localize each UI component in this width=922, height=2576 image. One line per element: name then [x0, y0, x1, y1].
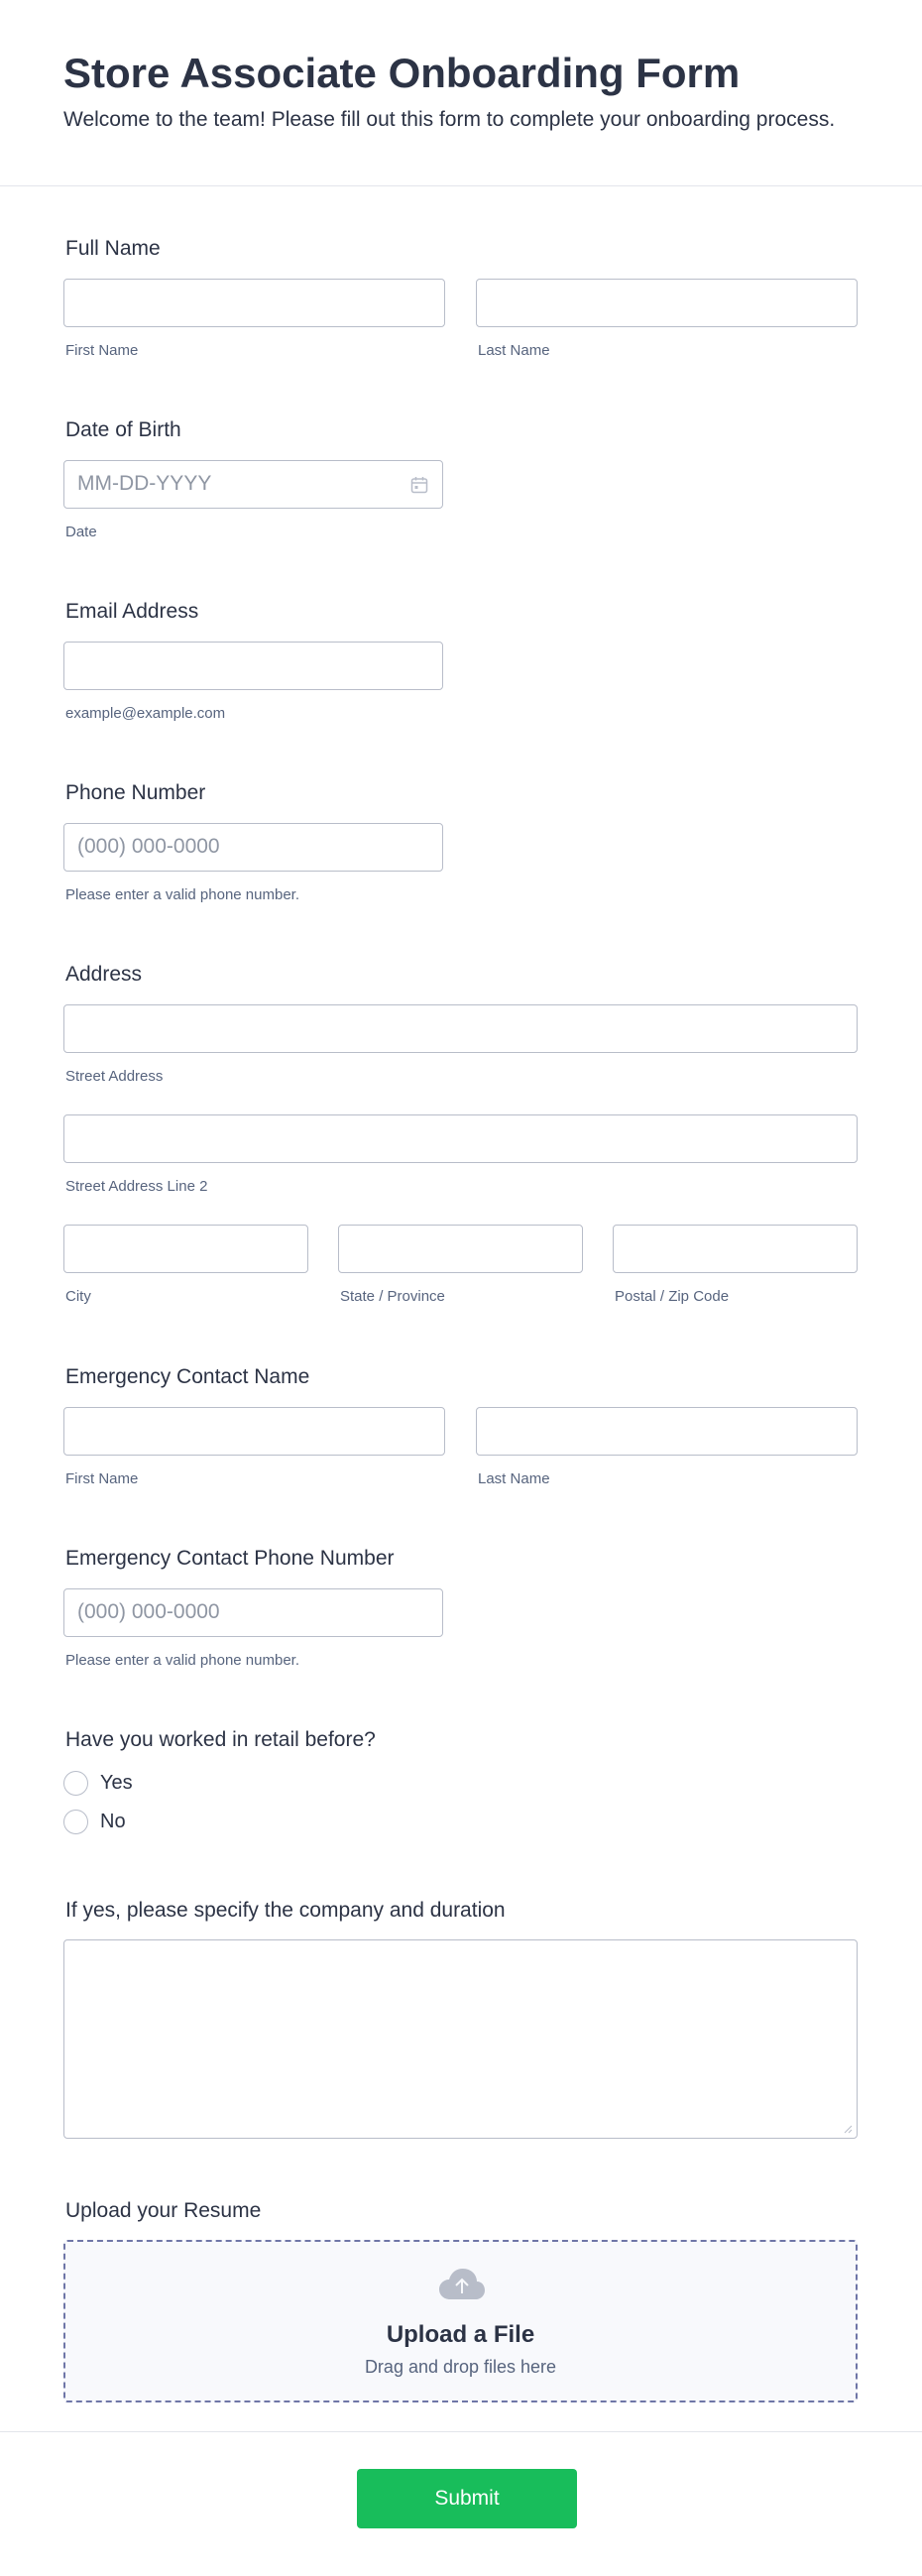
details-label: If yes, please specify the company and duration	[65, 1899, 506, 1922]
emergency-first-name-input[interactable]	[63, 1407, 445, 1456]
radio-no-label[interactable]: No	[100, 1811, 126, 1832]
emergency-phone-label: Emergency Contact Phone Number	[65, 1547, 395, 1570]
street-address-input[interactable]	[63, 1004, 858, 1053]
phone-placeholder: (000) 000-0000	[77, 835, 220, 858]
emergency-phone-sublabel: Please enter a valid phone number.	[65, 1652, 299, 1669]
emergency-last-name-input[interactable]	[476, 1407, 858, 1456]
submit-button[interactable]: Submit	[357, 2469, 577, 2528]
cloud-upload-icon	[438, 2268, 486, 2301]
phone-label: Phone Number	[65, 781, 206, 804]
emergency-last-name-sublabel: Last Name	[478, 1470, 550, 1487]
phone-input[interactable]	[63, 823, 443, 872]
radio-yes-label[interactable]: Yes	[100, 1772, 133, 1794]
radio-yes[interactable]	[63, 1771, 88, 1796]
dob-input[interactable]	[63, 460, 443, 509]
email-sublabel: example@example.com	[65, 705, 226, 722]
street-address-sublabel: Street Address	[65, 1068, 164, 1085]
form-subtitle: Welcome to the team! Please fill out this form to complete your onboarding process.	[63, 108, 836, 131]
last-name-input[interactable]	[476, 279, 858, 327]
calendar-icon[interactable]	[410, 476, 428, 494]
dob-placeholder: MM-DD-YYYY	[77, 472, 212, 495]
details-textarea[interactable]	[63, 1939, 858, 2139]
city-sublabel: City	[65, 1288, 91, 1305]
form-title: Store Associate Onboarding Form	[63, 50, 741, 96]
full-name-label: Full Name	[65, 237, 161, 260]
email-input[interactable]	[63, 642, 443, 690]
emergency-phone-input[interactable]	[63, 1588, 443, 1637]
file-dropzone[interactable]	[63, 2240, 858, 2402]
state-input[interactable]	[338, 1225, 583, 1273]
emergency-name-label: Emergency Contact Name	[65, 1365, 310, 1388]
zip-sublabel: Postal / Zip Code	[615, 1288, 730, 1305]
address-label: Address	[65, 963, 143, 986]
phone-sublabel: Please enter a valid phone number.	[65, 886, 299, 903]
retail-label: Have you worked in retail before?	[65, 1728, 376, 1751]
emergency-phone-placeholder: (000) 000-0000	[77, 1600, 220, 1623]
first-name-input[interactable]	[63, 279, 445, 327]
form-header	[0, 0, 922, 186]
city-input[interactable]	[63, 1225, 308, 1273]
last-name-sublabel: Last Name	[478, 342, 550, 359]
resume-label: Upload your Resume	[65, 2199, 262, 2222]
radio-no[interactable]	[63, 1810, 88, 1834]
form-footer	[0, 2431, 922, 2576]
first-name-sublabel: First Name	[65, 342, 139, 359]
resize-grip-icon[interactable]	[843, 2124, 853, 2134]
zip-input[interactable]	[613, 1225, 858, 1273]
email-label: Email Address	[65, 600, 199, 623]
dob-label: Date of Birth	[65, 418, 181, 441]
street-address-2-sublabel: Street Address Line 2	[65, 1178, 208, 1195]
emergency-first-name-sublabel: First Name	[65, 1470, 139, 1487]
street-address-2-input[interactable]	[63, 1114, 858, 1163]
dob-sublabel: Date	[65, 524, 97, 540]
upload-subtitle: Drag and drop files here	[364, 2357, 557, 2377]
state-sublabel: State / Province	[340, 1288, 445, 1305]
upload-title: Upload a File	[386, 2321, 535, 2348]
